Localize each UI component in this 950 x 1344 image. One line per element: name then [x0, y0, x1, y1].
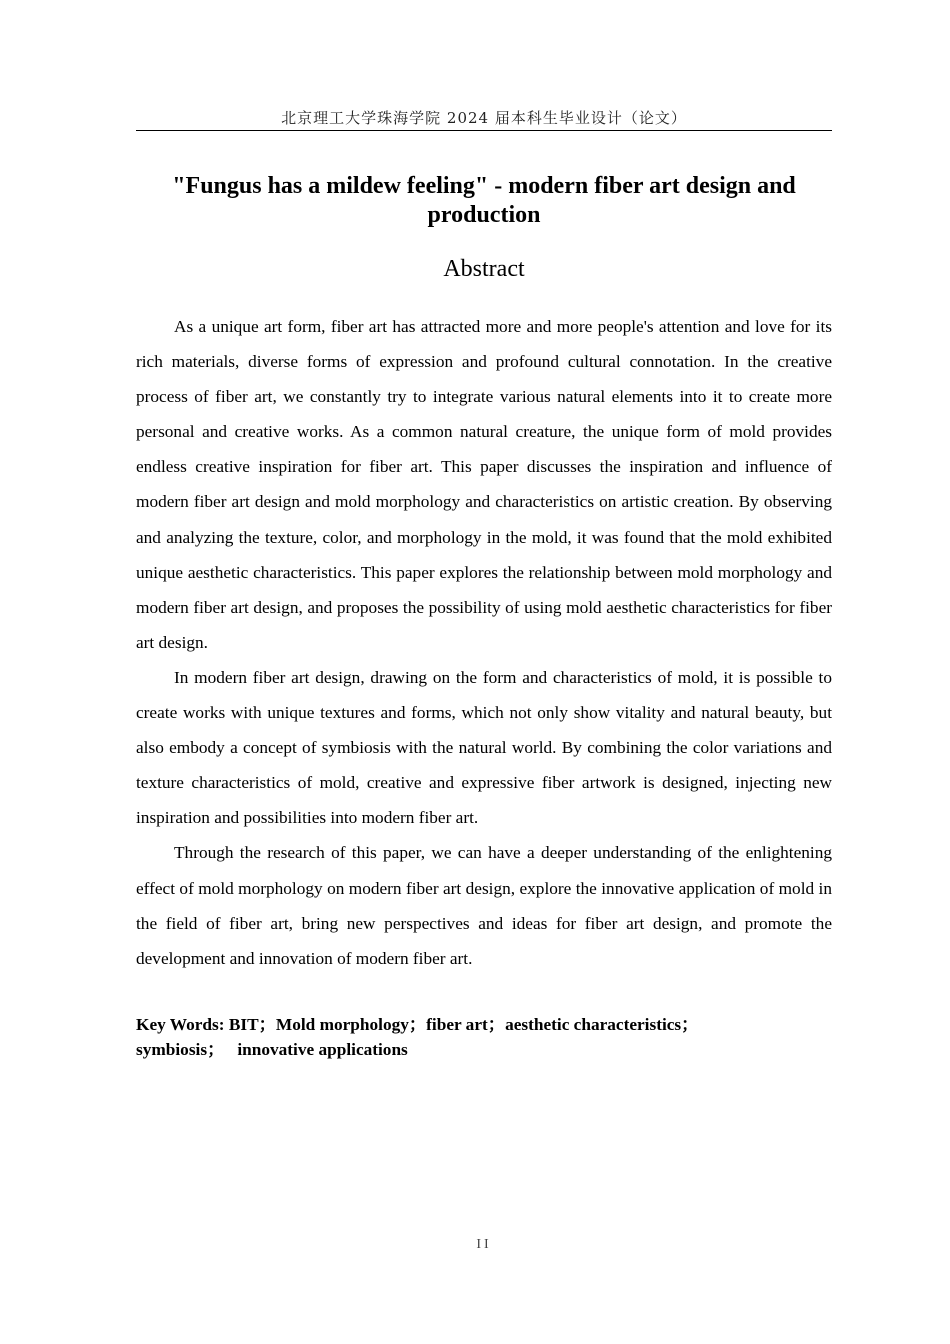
keyword-item: fiber art: [426, 1015, 488, 1034]
abstract-body: [136, 309, 832, 976]
thesis-title: "Fungus has a mildew feeling" - modern fiber art design and production: [172, 173, 796, 228]
keyword-item: Mold morphology: [275, 1015, 409, 1034]
keyword-separator: ；: [207, 1040, 225, 1059]
keyword-separator: ；: [408, 1015, 427, 1034]
keyword-item: BIT: [228, 1015, 259, 1034]
abstract-heading: Abstract: [443, 256, 525, 282]
keyword-item: aesthetic characteristics: [505, 1015, 682, 1034]
running-header: 北京理工大学珠海学院 2024 届本科生毕业设计（论文）: [281, 109, 687, 127]
abstract-paragraph-2: In modern fiber art design, drawing on the form and characteristics of mold, it is possible to create works with unique textures and forms, which not only show vitality and natural beauty, but also embody a concept of symbiosis with the natural world. By combining the color variations and texture characteristics of mold, creative and expressive fiber artwork is designed, injecting new inspiration and possibilities into modern fiber art.: [136, 667, 832, 828]
keyword-separator: ；: [487, 1015, 506, 1034]
keywords: [136, 1012, 832, 1062]
keyword-item: symbiosis: [136, 1040, 208, 1059]
abstract-paragraph-3: Through the research of this paper, we can have a deeper understanding of the enlightening effect of mold morphology on modern fiber art design, explore the innovative application of mold in the field of fiber art, bring new perspectives and ideas for fiber art design, and promote the development and innovation of modern fiber art.: [136, 843, 832, 968]
page-number: II: [476, 1237, 492, 1252]
keyword-separator: ；: [681, 1015, 699, 1034]
header-rule: [136, 130, 832, 131]
keywords-label: Key Words:: [136, 1015, 229, 1034]
keyword-separator: ；: [258, 1015, 276, 1034]
abstract-paragraph-1: As a unique art form, fiber art has attracted more and more people's attention and love for its rich materials, diverse forms of expression and profound cultural connotation. In the creative process of fiber art, we constantly try to integrate various natural elements into it to create more personal and creative works. As a common natural creature, the unique form of mold provides endless creative inspiration for fiber art. This paper discusses the inspiration and influence of modern fiber art design and mold morphology and characteristics on artistic creation. By observing and analyzing the texture, color, and morphology in the mold, it was found that the mold exhibited unique aesthetic characteristics. This paper explores the relationship between mold morphology and modern fiber art design, and proposes the possibility of using mold aesthetic characteristics for fiber art design.: [136, 317, 832, 652]
keyword-item: innovative applications: [237, 1040, 408, 1059]
